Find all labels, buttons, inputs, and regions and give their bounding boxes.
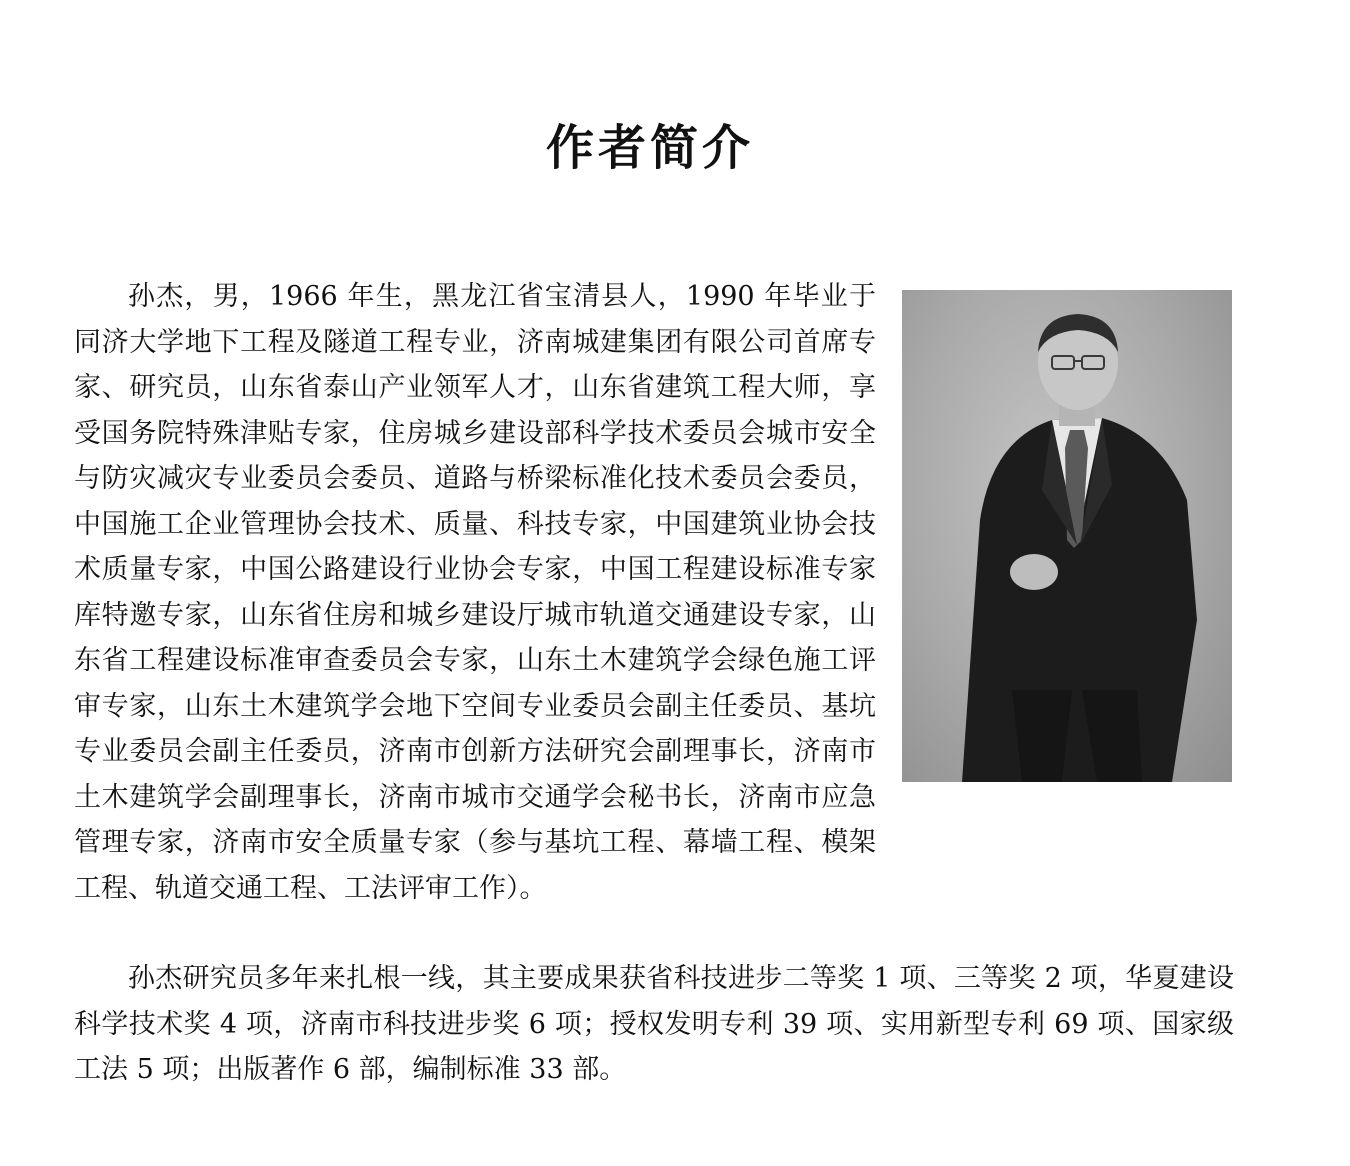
bio-paragraph-2: 孙杰研究员多年来扎根一线，其主要成果获省科技进步二等奖 1 项、三等奖 2 项，华夏建设科学技术奖 4 项，济南市科技进步奖 6 项；授权发明专利 39 项、实用新型专利 69 项、国家级工法 5 项；出版著作 6 部，编制标准 33 部。 — [74, 963, 1234, 1085]
page-title: 作者简介 — [545, 120, 754, 176]
bio-paragraph-1 — [74, 274, 1234, 911]
bio-paragraph-1-text: 孙杰，男，1966 年生，黑龙江省宝清县人，1990 年毕业于同济大学地下工程及隧道工程专业，济南城建集团有限公司首席专家、研究员，山东省泰山产业领军人才，山东省建筑工程大师，享受国务院特殊津贴专家，住房城乡建设部科学技术委员会城市安全与防灾减灾专业委员会委员、道路与桥梁标准化技术委员会委员，中国施工企业管理协会技术、质量、科技专家，中国建筑业协会技术质量专家，中国公路建设行业协会专家，中国工程建设标准专家库特邀专家，山东省住房和城乡建设厅城市轨道交通建设专家，山东省工程建设标准审查委员会专家，山东土木建筑学会绿色施工评审专家，山东土木建筑学会地下空间专业委员会副主任委员、基坑专业委员会副主任委员，济南市创新方法研究会副理事长，济南市土木建筑学会副理事长，济南市城市交通学会秘书长，济南市应急管理专家，济南市安全质量专家（参与基坑工程、幕墙工程、模架工程、轨道交通工程、工法评审工作）。 — [74, 281, 876, 904]
photo-wrap-spacer — [876, 274, 1234, 865]
